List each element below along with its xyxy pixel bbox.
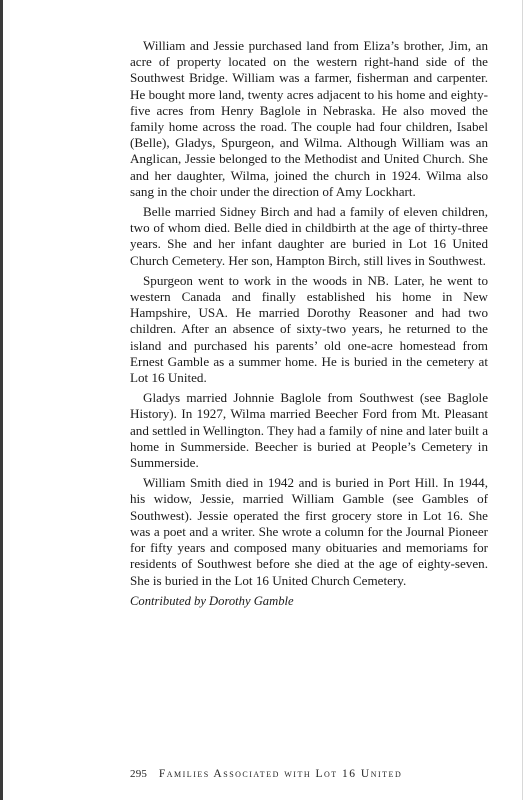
paragraph-spurgeon: Spurgeon went to work in the woods in NB. Later, he went to western Canada and finally established his home in New Hampshire, USA. He married Dorothy Reasoner and had two children. After an absence of sixty-two years, he returned to the island and purchased his parents’ old one-acre homestead from Ernest Gamble as a summer home. He is buried in the cemetery at Lot 16 United. <box>130 272 488 386</box>
contributor-credit: Contributed by Dorothy Gamble <box>130 593 294 608</box>
paragraph-land-purchase: William and Jessie purchased land from Eliza’s brother, Jim, an acre of property located on the western right-hand side of the Southwest Bridge. William was a farmer, fisherman and carpenter. He bought more land, twenty acres adjacent to his home and eighty-five acres from Henry Baglole in Nebraska. He also moved the family home across the road. The couple had four children, Isabel (Belle), Gladys, Spurgeon, and Wilma. Although William was an Anglican, Jessie belonged to the Methodist and United Church. She and her daughter, Wilma, joined the church in 1924. Wilma also sang in the choir under the direction of Amy Lockhart. <box>130 38 488 199</box>
running-title: Families Associated with Lot 16 United <box>158 768 403 780</box>
paragraph-william-death: William Smith died in 1942 and is buried in Port Hill. In 1944, his widow, Jessie, married William Gamble (see Gambles of Southwest). Jessie operated the first grocery store in Lot 16. She was a poet and a writer. She wrote a column for the Journal Pioneer for fifty years and composed many obituaries and memoriams for residents of Southwest before she died at the age of eighty-seven. She is buried in the Lot 16 United Church Cemetery. <box>130 475 488 588</box>
paragraph-belle: Belle married Sidney Birch and had a family of eleven children, two of whom died. Belle died in childbirth at the age of thirty-three years. She and her infant daughter are buried in Lot 16 United Church Cemetery. Her son, Hampton Birch, still lives in Southwest. <box>130 204 488 268</box>
scan-edge-shadow <box>0 0 3 800</box>
page-footer <box>130 768 402 780</box>
page-number: 295 <box>130 768 148 780</box>
article-body <box>130 38 488 609</box>
paragraph-gladys-wilma: Gladys married Johnnie Baglole from Southwest (see Baglole History). In 1927, Wilma married Beecher Ford from Mt. Pleasant and settled in Wellington. They had a family of nine and later built a home in Summerside. Beecher is buried at People’s Cemetery in Summerside. <box>130 390 488 471</box>
